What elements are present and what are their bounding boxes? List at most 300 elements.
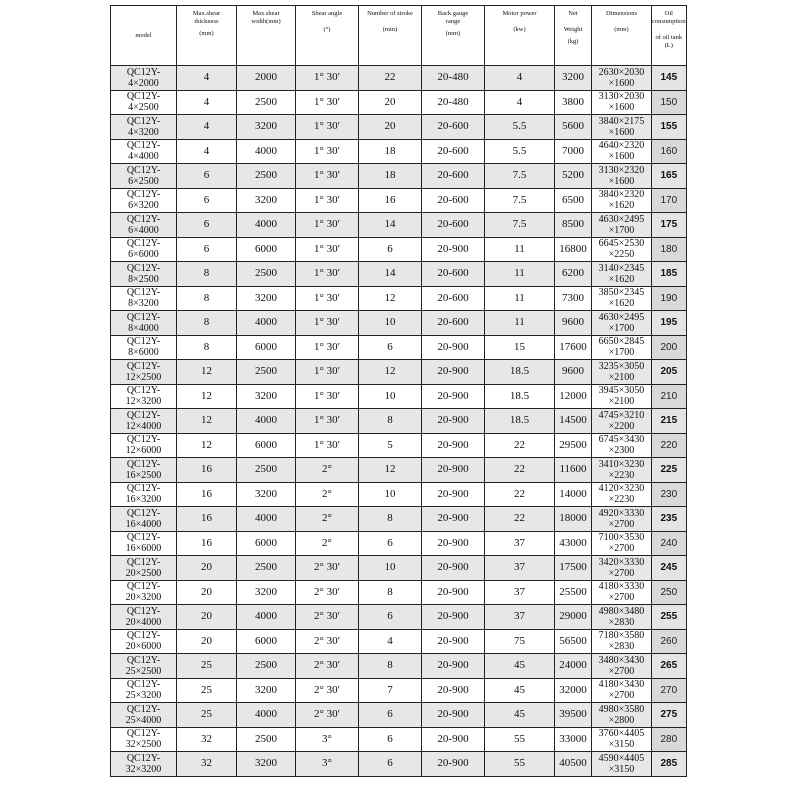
cell-width: 2000	[237, 66, 296, 91]
cell-shear-angle: 2° 30′	[296, 605, 359, 630]
cell-dimensions: 7180×3580 ×2830	[592, 629, 652, 654]
cell-shear-angle: 1° 30′	[296, 66, 359, 91]
table-row	[111, 164, 687, 189]
cell-shear-angle: 1° 30′	[296, 188, 359, 213]
cell-model: QC12Y- 20×3200	[111, 580, 177, 605]
cell-shear-angle: 2° 30′	[296, 580, 359, 605]
cell-thickness: 8	[177, 286, 237, 311]
cell-shear-angle: 2°	[296, 458, 359, 483]
cell-strokes: 6	[359, 752, 422, 777]
header-weight: Net Weight (kg)	[555, 6, 592, 66]
cell-net-weight: 43000	[555, 531, 592, 556]
cell-thickness: 16	[177, 531, 237, 556]
table-row	[111, 66, 687, 91]
cell-width: 2500	[237, 90, 296, 115]
cell-net-weight: 12000	[555, 384, 592, 409]
cell-shear-angle: 2° 30′	[296, 654, 359, 679]
cell-width: 3200	[237, 286, 296, 311]
cell-width: 2500	[237, 164, 296, 189]
cell-thickness: 20	[177, 605, 237, 630]
cell-width: 6000	[237, 237, 296, 262]
cell-model: QC12Y- 12×3200	[111, 384, 177, 409]
cell-thickness: 8	[177, 335, 237, 360]
cell-thickness: 6	[177, 213, 237, 238]
cell-width: 3200	[237, 580, 296, 605]
cell-motor-power: 75	[485, 629, 555, 654]
cell-oil-tank: 240	[652, 531, 687, 556]
cell-thickness: 6	[177, 164, 237, 189]
cell-motor-power: 15	[485, 335, 555, 360]
cell-dimensions: 3410×3230 ×2230	[592, 458, 652, 483]
cell-net-weight: 17500	[555, 556, 592, 581]
cell-width: 2500	[237, 458, 296, 483]
cell-width: 6000	[237, 531, 296, 556]
cell-back-gauge: 20-900	[422, 409, 485, 434]
cell-net-weight: 24000	[555, 654, 592, 679]
table-row	[111, 409, 687, 434]
cell-thickness: 4	[177, 90, 237, 115]
cell-model: QC12Y- 16×6000	[111, 531, 177, 556]
cell-strokes: 14	[359, 262, 422, 287]
cell-thickness: 4	[177, 66, 237, 91]
cell-strokes: 18	[359, 164, 422, 189]
cell-motor-power: 22	[485, 433, 555, 458]
cell-thickness: 32	[177, 752, 237, 777]
cell-back-gauge: 20-900	[422, 752, 485, 777]
cell-dimensions: 4630×2495 ×1700	[592, 213, 652, 238]
cell-shear-angle: 2°	[296, 531, 359, 556]
cell-strokes: 7	[359, 678, 422, 703]
cell-back-gauge: 20-600	[422, 115, 485, 140]
cell-model: QC12Y- 8×2500	[111, 262, 177, 287]
table-row	[111, 678, 687, 703]
cell-dimensions: 4180×3430 ×2700	[592, 678, 652, 703]
cell-model: QC12Y- 16×3200	[111, 482, 177, 507]
cell-oil-tank: 205	[652, 360, 687, 385]
cell-oil-tank: 255	[652, 605, 687, 630]
cell-oil-tank: 215	[652, 409, 687, 434]
cell-thickness: 8	[177, 262, 237, 287]
cell-dimensions: 4980×3580 ×2800	[592, 703, 652, 728]
table-row	[111, 115, 687, 140]
header-row	[111, 6, 687, 66]
cell-net-weight: 7300	[555, 286, 592, 311]
cell-shear-angle: 1° 30′	[296, 360, 359, 385]
header-dimensions: Dimensions (mm)	[592, 6, 652, 66]
cell-back-gauge: 20-900	[422, 507, 485, 532]
cell-back-gauge: 20-900	[422, 482, 485, 507]
cell-shear-angle: 1° 30′	[296, 115, 359, 140]
cell-motor-power: 11	[485, 262, 555, 287]
cell-dimensions: 4630×2495 ×1700	[592, 311, 652, 336]
cell-oil-tank: 280	[652, 727, 687, 752]
table-row	[111, 629, 687, 654]
header-gauge: Back gauge range (mm)	[422, 6, 485, 66]
cell-strokes: 10	[359, 311, 422, 336]
cell-back-gauge: 20-900	[422, 237, 485, 262]
cell-thickness: 20	[177, 629, 237, 654]
table-row	[111, 605, 687, 630]
cell-width: 2500	[237, 262, 296, 287]
table-row	[111, 654, 687, 679]
cell-model: QC12Y- 20×2500	[111, 556, 177, 581]
cell-thickness: 4	[177, 115, 237, 140]
cell-shear-angle: 1° 30′	[296, 237, 359, 262]
cell-width: 3200	[237, 384, 296, 409]
cell-thickness: 32	[177, 727, 237, 752]
cell-net-weight: 17600	[555, 335, 592, 360]
table-row	[111, 360, 687, 385]
cell-strokes: 8	[359, 409, 422, 434]
cell-net-weight: 3200	[555, 66, 592, 91]
cell-dimensions: 6645×2530 ×2250	[592, 237, 652, 262]
cell-motor-power: 7.5	[485, 213, 555, 238]
cell-motor-power: 4	[485, 66, 555, 91]
cell-model: QC12Y- 4×2500	[111, 90, 177, 115]
cell-model: QC12Y- 16×2500	[111, 458, 177, 483]
cell-dimensions: 3945×3050 ×2100	[592, 384, 652, 409]
cell-oil-tank: 235	[652, 507, 687, 532]
cell-motor-power: 45	[485, 654, 555, 679]
cell-back-gauge: 20-900	[422, 335, 485, 360]
cell-model: QC12Y- 8×4000	[111, 311, 177, 336]
cell-thickness: 25	[177, 678, 237, 703]
cell-shear-angle: 2° 30′	[296, 678, 359, 703]
cell-net-weight: 8500	[555, 213, 592, 238]
cell-back-gauge: 20-900	[422, 727, 485, 752]
cell-thickness: 8	[177, 311, 237, 336]
cell-thickness: 20	[177, 556, 237, 581]
cell-motor-power: 45	[485, 703, 555, 728]
cell-thickness: 12	[177, 360, 237, 385]
cell-width: 4000	[237, 139, 296, 164]
cell-width: 2500	[237, 654, 296, 679]
cell-motor-power: 37	[485, 531, 555, 556]
cell-strokes: 12	[359, 286, 422, 311]
cell-shear-angle: 3°	[296, 752, 359, 777]
cell-dimensions: 3760×4405 ×3150	[592, 727, 652, 752]
cell-width: 4000	[237, 605, 296, 630]
cell-shear-angle: 2° 30′	[296, 556, 359, 581]
cell-dimensions: 6745×3430 ×2300	[592, 433, 652, 458]
cell-oil-tank: 165	[652, 164, 687, 189]
cell-oil-tank: 185	[652, 262, 687, 287]
cell-oil-tank: 245	[652, 556, 687, 581]
cell-back-gauge: 20-600	[422, 286, 485, 311]
cell-strokes: 6	[359, 237, 422, 262]
cell-model: QC12Y- 6×4000	[111, 213, 177, 238]
cell-model: QC12Y- 12×2500	[111, 360, 177, 385]
cell-model: QC12Y- 25×2500	[111, 654, 177, 679]
table-row	[111, 433, 687, 458]
cell-motor-power: 37	[485, 605, 555, 630]
cell-width: 4000	[237, 213, 296, 238]
cell-shear-angle: 3°	[296, 727, 359, 752]
cell-oil-tank: 220	[652, 433, 687, 458]
table-row	[111, 384, 687, 409]
cell-strokes: 14	[359, 213, 422, 238]
cell-strokes: 6	[359, 703, 422, 728]
table-row	[111, 727, 687, 752]
cell-strokes: 6	[359, 335, 422, 360]
cell-strokes: 8	[359, 580, 422, 605]
cell-thickness: 16	[177, 458, 237, 483]
cell-oil-tank: 180	[652, 237, 687, 262]
cell-motor-power: 37	[485, 556, 555, 581]
cell-strokes: 20	[359, 115, 422, 140]
table-row	[111, 556, 687, 581]
table-row	[111, 237, 687, 262]
cell-shear-angle: 1° 30′	[296, 335, 359, 360]
cell-dimensions: 3130×2030 ×1600	[592, 90, 652, 115]
cell-width: 3200	[237, 115, 296, 140]
cell-motor-power: 18.5	[485, 409, 555, 434]
cell-oil-tank: 285	[652, 752, 687, 777]
cell-motor-power: 7.5	[485, 188, 555, 213]
cell-strokes: 22	[359, 66, 422, 91]
cell-oil-tank: 170	[652, 188, 687, 213]
cell-strokes: 12	[359, 458, 422, 483]
cell-model: QC12Y- 4×4000	[111, 139, 177, 164]
cell-width: 3200	[237, 752, 296, 777]
cell-dimensions: 7100×3530 ×2700	[592, 531, 652, 556]
cell-back-gauge: 20-900	[422, 458, 485, 483]
cell-model: QC12Y- 4×2000	[111, 66, 177, 91]
cell-strokes: 6	[359, 605, 422, 630]
cell-net-weight: 29500	[555, 433, 592, 458]
cell-motor-power: 11	[485, 237, 555, 262]
cell-motor-power: 5.5	[485, 139, 555, 164]
cell-net-weight: 16800	[555, 237, 592, 262]
cell-oil-tank: 160	[652, 139, 687, 164]
cell-motor-power: 22	[485, 458, 555, 483]
cell-motor-power: 37	[485, 580, 555, 605]
cell-back-gauge: 20-900	[422, 556, 485, 581]
cell-oil-tank: 195	[652, 311, 687, 336]
cell-back-gauge: 20-900	[422, 654, 485, 679]
cell-back-gauge: 20-900	[422, 580, 485, 605]
cell-net-weight: 29000	[555, 605, 592, 630]
cell-oil-tank: 200	[652, 335, 687, 360]
table-row	[111, 507, 687, 532]
header-width: Max.shear width(mm)	[237, 6, 296, 66]
cell-net-weight: 18000	[555, 507, 592, 532]
table-row	[111, 188, 687, 213]
cell-net-weight: 9600	[555, 311, 592, 336]
cell-oil-tank: 210	[652, 384, 687, 409]
cell-width: 3200	[237, 188, 296, 213]
cell-dimensions: 4745×3210 ×2200	[592, 409, 652, 434]
cell-back-gauge: 20-900	[422, 360, 485, 385]
cell-net-weight: 40500	[555, 752, 592, 777]
table-row	[111, 458, 687, 483]
header-model: model	[111, 6, 177, 66]
cell-dimensions: 4590×4405 ×3150	[592, 752, 652, 777]
cell-net-weight: 7000	[555, 139, 592, 164]
cell-net-weight: 11600	[555, 458, 592, 483]
cell-oil-tank: 175	[652, 213, 687, 238]
cell-thickness: 25	[177, 654, 237, 679]
cell-dimensions: 3235×3050 ×2100	[592, 360, 652, 385]
cell-strokes: 12	[359, 360, 422, 385]
table-row	[111, 580, 687, 605]
cell-back-gauge: 20-600	[422, 213, 485, 238]
cell-dimensions: 4920×3330 ×2700	[592, 507, 652, 532]
cell-strokes: 10	[359, 482, 422, 507]
cell-back-gauge: 20-900	[422, 605, 485, 630]
cell-motor-power: 18.5	[485, 360, 555, 385]
cell-model: QC12Y- 25×4000	[111, 703, 177, 728]
cell-oil-tank: 230	[652, 482, 687, 507]
cell-motor-power: 11	[485, 311, 555, 336]
cell-model: QC12Y- 20×4000	[111, 605, 177, 630]
cell-shear-angle: 2° 30′	[296, 629, 359, 654]
cell-width: 4000	[237, 311, 296, 336]
cell-dimensions: 3850×2345 ×1620	[592, 286, 652, 311]
table-row	[111, 335, 687, 360]
cell-model: QC12Y- 8×3200	[111, 286, 177, 311]
cell-net-weight: 5600	[555, 115, 592, 140]
cell-model: QC12Y- 32×3200	[111, 752, 177, 777]
cell-shear-angle: 1° 30′	[296, 139, 359, 164]
cell-back-gauge: 20-900	[422, 629, 485, 654]
table-row	[111, 262, 687, 287]
cell-width: 2500	[237, 556, 296, 581]
cell-oil-tank: 265	[652, 654, 687, 679]
cell-width: 4000	[237, 703, 296, 728]
table-row	[111, 482, 687, 507]
cell-net-weight: 5200	[555, 164, 592, 189]
cell-model: QC12Y- 20×6000	[111, 629, 177, 654]
cell-oil-tank: 155	[652, 115, 687, 140]
cell-dimensions: 4180×3330 ×2700	[592, 580, 652, 605]
cell-strokes: 4	[359, 629, 422, 654]
cell-back-gauge: 20-900	[422, 384, 485, 409]
header-power: Motor power (kw)	[485, 6, 555, 66]
cell-model: QC12Y- 6×6000	[111, 237, 177, 262]
header-strokes: Number of stroke (min)	[359, 6, 422, 66]
cell-thickness: 20	[177, 580, 237, 605]
cell-strokes: 10	[359, 384, 422, 409]
cell-model: QC12Y- 25×3200	[111, 678, 177, 703]
cell-shear-angle: 1° 30′	[296, 409, 359, 434]
cell-motor-power: 55	[485, 752, 555, 777]
cell-model: QC12Y- 4×3200	[111, 115, 177, 140]
table-row	[111, 752, 687, 777]
table-row	[111, 213, 687, 238]
cell-shear-angle: 1° 30′	[296, 213, 359, 238]
cell-model: QC12Y- 6×2500	[111, 164, 177, 189]
cell-model: QC12Y- 32×2500	[111, 727, 177, 752]
cell-oil-tank: 250	[652, 580, 687, 605]
cell-model: QC12Y- 12×4000	[111, 409, 177, 434]
cell-net-weight: 56500	[555, 629, 592, 654]
header-oil: Oil consumption of oil tank (L)	[652, 6, 687, 66]
cell-strokes: 5	[359, 433, 422, 458]
cell-oil-tank: 270	[652, 678, 687, 703]
cell-thickness: 12	[177, 384, 237, 409]
cell-width: 6000	[237, 629, 296, 654]
cell-oil-tank: 145	[652, 66, 687, 91]
cell-strokes: 18	[359, 139, 422, 164]
cell-net-weight: 33000	[555, 727, 592, 752]
cell-net-weight: 6200	[555, 262, 592, 287]
cell-width: 2500	[237, 727, 296, 752]
cell-net-weight: 6500	[555, 188, 592, 213]
cell-net-weight: 14500	[555, 409, 592, 434]
cell-model: QC12Y- 8×6000	[111, 335, 177, 360]
cell-thickness: 16	[177, 482, 237, 507]
cell-oil-tank: 150	[652, 90, 687, 115]
cell-width: 6000	[237, 335, 296, 360]
cell-dimensions: 2630×2030 ×1600	[592, 66, 652, 91]
cell-strokes: 20	[359, 90, 422, 115]
cell-motor-power: 11	[485, 286, 555, 311]
cell-motor-power: 45	[485, 678, 555, 703]
cell-back-gauge: 20-600	[422, 188, 485, 213]
cell-motor-power: 7.5	[485, 164, 555, 189]
cell-dimensions: 3480×3430 ×2700	[592, 654, 652, 679]
table-row	[111, 139, 687, 164]
cell-width: 6000	[237, 433, 296, 458]
cell-shear-angle: 2°	[296, 482, 359, 507]
header-angle: Shear angle (°)	[296, 6, 359, 66]
cell-thickness: 4	[177, 139, 237, 164]
cell-thickness: 12	[177, 409, 237, 434]
cell-net-weight: 25500	[555, 580, 592, 605]
cell-thickness: 16	[177, 507, 237, 532]
cell-back-gauge: 20-600	[422, 139, 485, 164]
cell-model: QC12Y- 6×3200	[111, 188, 177, 213]
cell-strokes: 6	[359, 531, 422, 556]
cell-model: QC12Y- 12×6000	[111, 433, 177, 458]
cell-dimensions: 4640×2320 ×1600	[592, 139, 652, 164]
cell-thickness: 25	[177, 703, 237, 728]
cell-net-weight: 39500	[555, 703, 592, 728]
cell-net-weight: 32000	[555, 678, 592, 703]
cell-shear-angle: 1° 30′	[296, 262, 359, 287]
cell-thickness: 12	[177, 433, 237, 458]
cell-dimensions: 3420×3330 ×2700	[592, 556, 652, 581]
cell-back-gauge: 20-900	[422, 678, 485, 703]
cell-thickness: 6	[177, 188, 237, 213]
cell-shear-angle: 1° 30′	[296, 311, 359, 336]
cell-dimensions: 3840×2320 ×1620	[592, 188, 652, 213]
cell-dimensions: 4980×3480 ×2830	[592, 605, 652, 630]
cell-strokes: 8	[359, 654, 422, 679]
table-row	[111, 531, 687, 556]
cell-motor-power: 55	[485, 727, 555, 752]
cell-shear-angle: 1° 30′	[296, 90, 359, 115]
table-row	[111, 703, 687, 728]
cell-strokes: 6	[359, 727, 422, 752]
cell-back-gauge: 20-600	[422, 262, 485, 287]
cell-oil-tank: 190	[652, 286, 687, 311]
cell-shear-angle: 2°	[296, 507, 359, 532]
cell-shear-angle: 1° 30′	[296, 286, 359, 311]
table-row	[111, 311, 687, 336]
cell-back-gauge: 20-900	[422, 531, 485, 556]
cell-width: 4000	[237, 409, 296, 434]
cell-strokes: 8	[359, 507, 422, 532]
cell-back-gauge: 20-600	[422, 164, 485, 189]
cell-back-gauge: 20-480	[422, 90, 485, 115]
cell-shear-angle: 2° 30′	[296, 703, 359, 728]
cell-back-gauge: 20-480	[422, 66, 485, 91]
cell-oil-tank: 225	[652, 458, 687, 483]
cell-shear-angle: 1° 30′	[296, 433, 359, 458]
cell-oil-tank: 275	[652, 703, 687, 728]
